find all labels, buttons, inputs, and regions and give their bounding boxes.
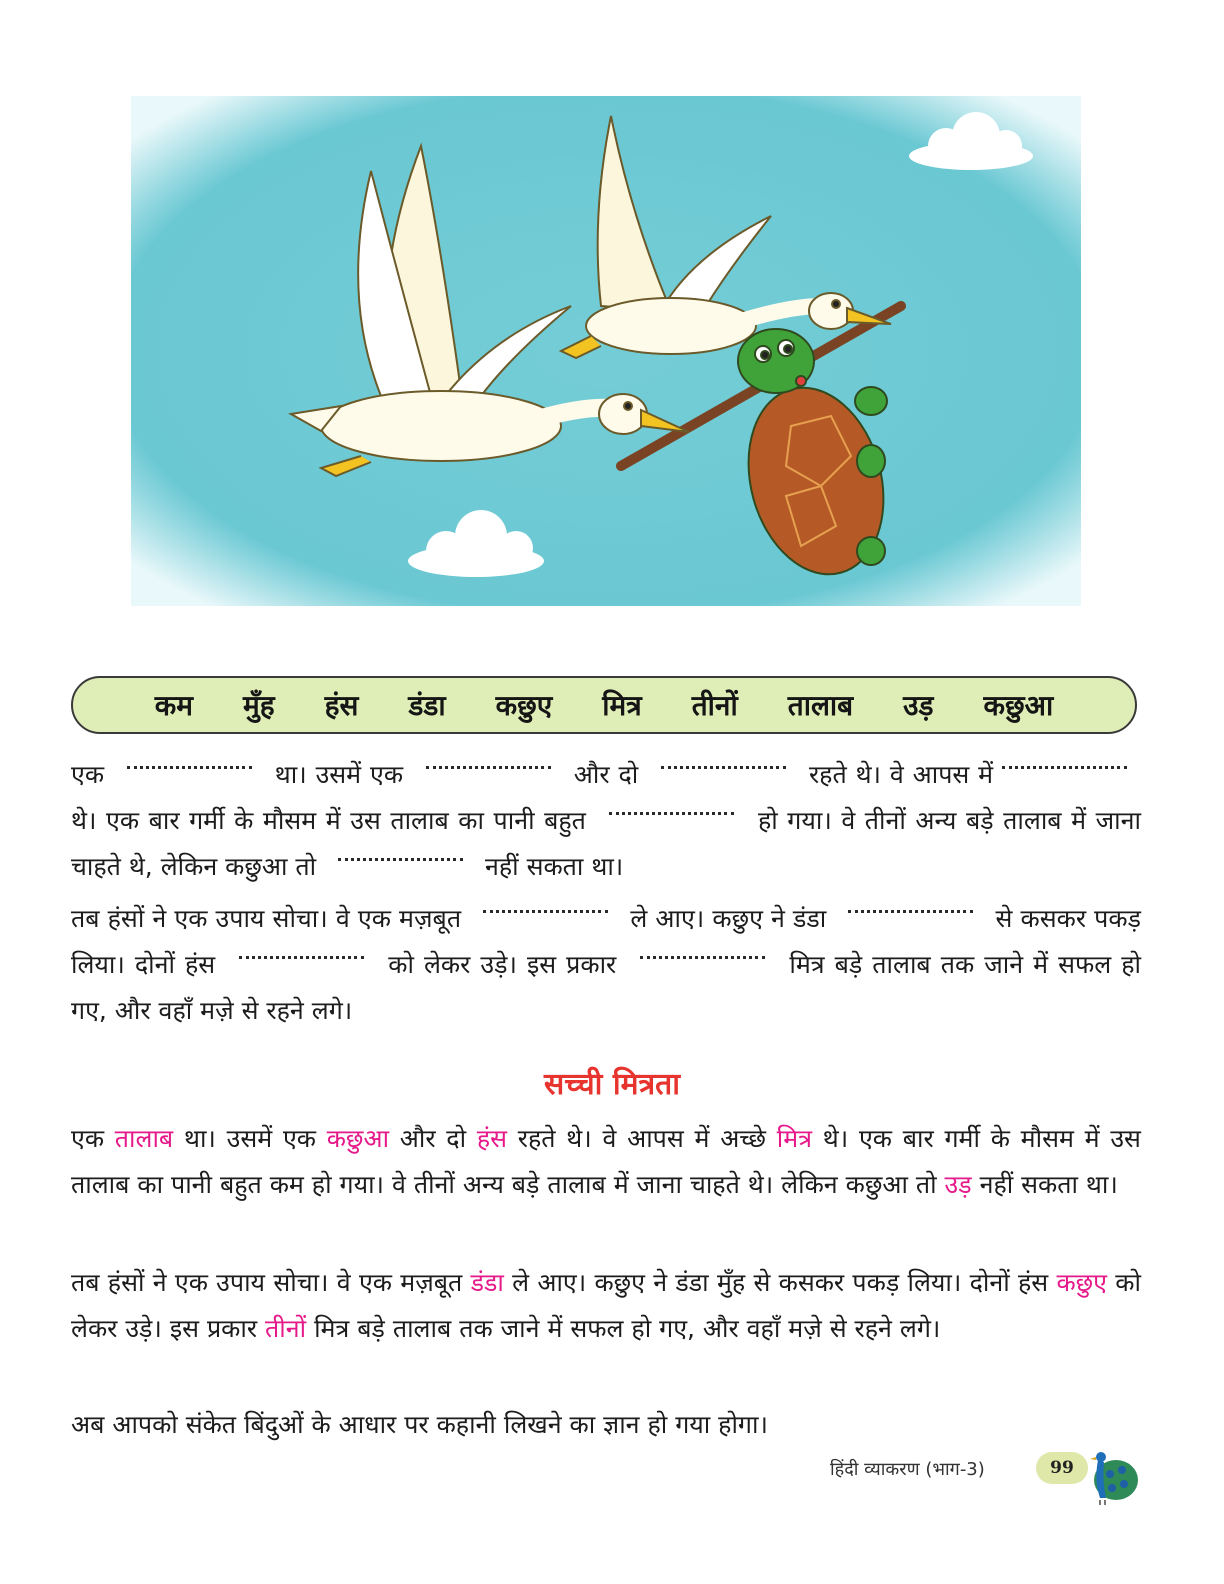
exercise-text: थे। एक बार गर्मी के मौसम में उस तालाब का पानी बहुत: [71, 806, 586, 835]
highlighted-word: मित्र: [776, 1124, 812, 1153]
word-bank: [71, 676, 1137, 734]
word-bank-item: हंस: [324, 689, 359, 722]
exercise-text: था। उसमें एक: [274, 760, 404, 789]
story-text: एक: [71, 1124, 105, 1153]
blank-2[interactable]: [426, 756, 551, 769]
exercise-text: हो गया। वे तीनों अन्य बड़े तालाब में जाना चाहते थे, लेकिन कछुआ तो: [71, 806, 1141, 881]
highlighted-word: कछुआ: [326, 1124, 389, 1153]
story-illustration: [131, 96, 1081, 606]
peacock-icon: [1080, 1440, 1140, 1506]
story-text: थे। एक बार गर्मी के मौसम में उस तालाब का पानी बहुत कम हो गया। वे तीनों अन्य बड़े तालाब में जाना चाहते थे। लेकिन कछुआ तो: [71, 1124, 1141, 1199]
story-text: ले आए। कछुए ने डंडा मुँह से कसकर पकड़ लिया। दोनों हंस: [512, 1268, 1049, 1297]
word-bank-item: कछुए: [495, 689, 553, 722]
highlighted-word: कछुए: [1056, 1268, 1108, 1297]
exercise-text: ले आए। कछुए ने डंडा: [630, 904, 827, 933]
story-text: था। उसमें एक: [183, 1124, 316, 1153]
highlighted-word: उड़: [944, 1170, 972, 1199]
exercise-text: और दो: [573, 760, 639, 789]
exercise-text: रहते थे। वे आपस में: [808, 760, 994, 789]
page-number: 99: [1036, 1452, 1088, 1484]
exercise-text: एक: [71, 760, 105, 789]
story-text: रहते थे। वे आपस में अच्छे: [517, 1124, 767, 1153]
exercise-text: नहीं सकता था।: [485, 852, 624, 881]
story-title: सच्ची मित्रता: [544, 1067, 680, 1102]
blank-1[interactable]: [127, 756, 252, 769]
highlighted-word: डंडा: [470, 1268, 504, 1297]
story-paragraph-1: [71, 1116, 1141, 1208]
exercise-paragraph-1: [71, 752, 1141, 890]
highlighted-word: तीनों: [265, 1314, 307, 1343]
blank-4[interactable]: [1002, 756, 1127, 769]
blank-5[interactable]: [609, 802, 734, 815]
story-paragraph-2: [71, 1260, 1141, 1352]
exercise-paragraph-2: [71, 896, 1141, 1034]
word-bank-item: मित्र: [602, 689, 642, 722]
story-text: को लेकर उड़े। इस प्रकार: [71, 1268, 1141, 1343]
story-text: तब हंसों ने एक उपाय सोचा। वे एक मज़बूत: [71, 1268, 463, 1297]
blank-10[interactable]: [640, 946, 765, 959]
book-title: हिंदी व्याकरण (भाग-3): [830, 1459, 985, 1480]
highlighted-word: तालाब: [114, 1124, 174, 1153]
story-paragraph-3: अब आपको संकेत बिंदुओं के आधार पर कहानी लिखने का ज्ञान हो गया होगा।: [71, 1410, 768, 1439]
exercise-text: मित्र बड़े तालाब तक जाने में सफल हो गए, और वहाँ मज़े से रहने लगे।: [71, 950, 1141, 1025]
blank-7[interactable]: [483, 900, 608, 913]
blank-3[interactable]: [661, 756, 786, 769]
word-bank-item: कछुआ: [983, 689, 1054, 722]
word-bank-item: कम: [154, 689, 193, 722]
word-bank-item: डंडा: [408, 689, 446, 722]
word-bank-item: मुँह: [243, 689, 275, 722]
exercise-text: तब हंसों ने एक उपाय सोचा। वे एक मज़बूत: [71, 904, 462, 933]
story-text: नहीं सकता था।: [979, 1170, 1118, 1199]
highlighted-word: हंस: [476, 1124, 507, 1153]
story-text: मित्र बड़े तालाब तक जाने में सफल हो गए, और वहाँ मज़े से रहने लगे।: [314, 1314, 941, 1343]
word-bank-item: तीनों: [691, 689, 738, 722]
word-bank-item: तालाब: [787, 689, 854, 722]
blank-9[interactable]: [239, 946, 364, 959]
exercise-text: को लेकर उड़े। इस प्रकार: [388, 950, 617, 979]
exercise-text: से कसकर पकड़ लिया। दोनों हंस: [71, 904, 1141, 979]
story-text: और दो: [399, 1124, 467, 1153]
blank-6[interactable]: [338, 848, 463, 861]
word-bank-item: उड़: [903, 689, 934, 722]
blank-8[interactable]: [848, 900, 973, 913]
